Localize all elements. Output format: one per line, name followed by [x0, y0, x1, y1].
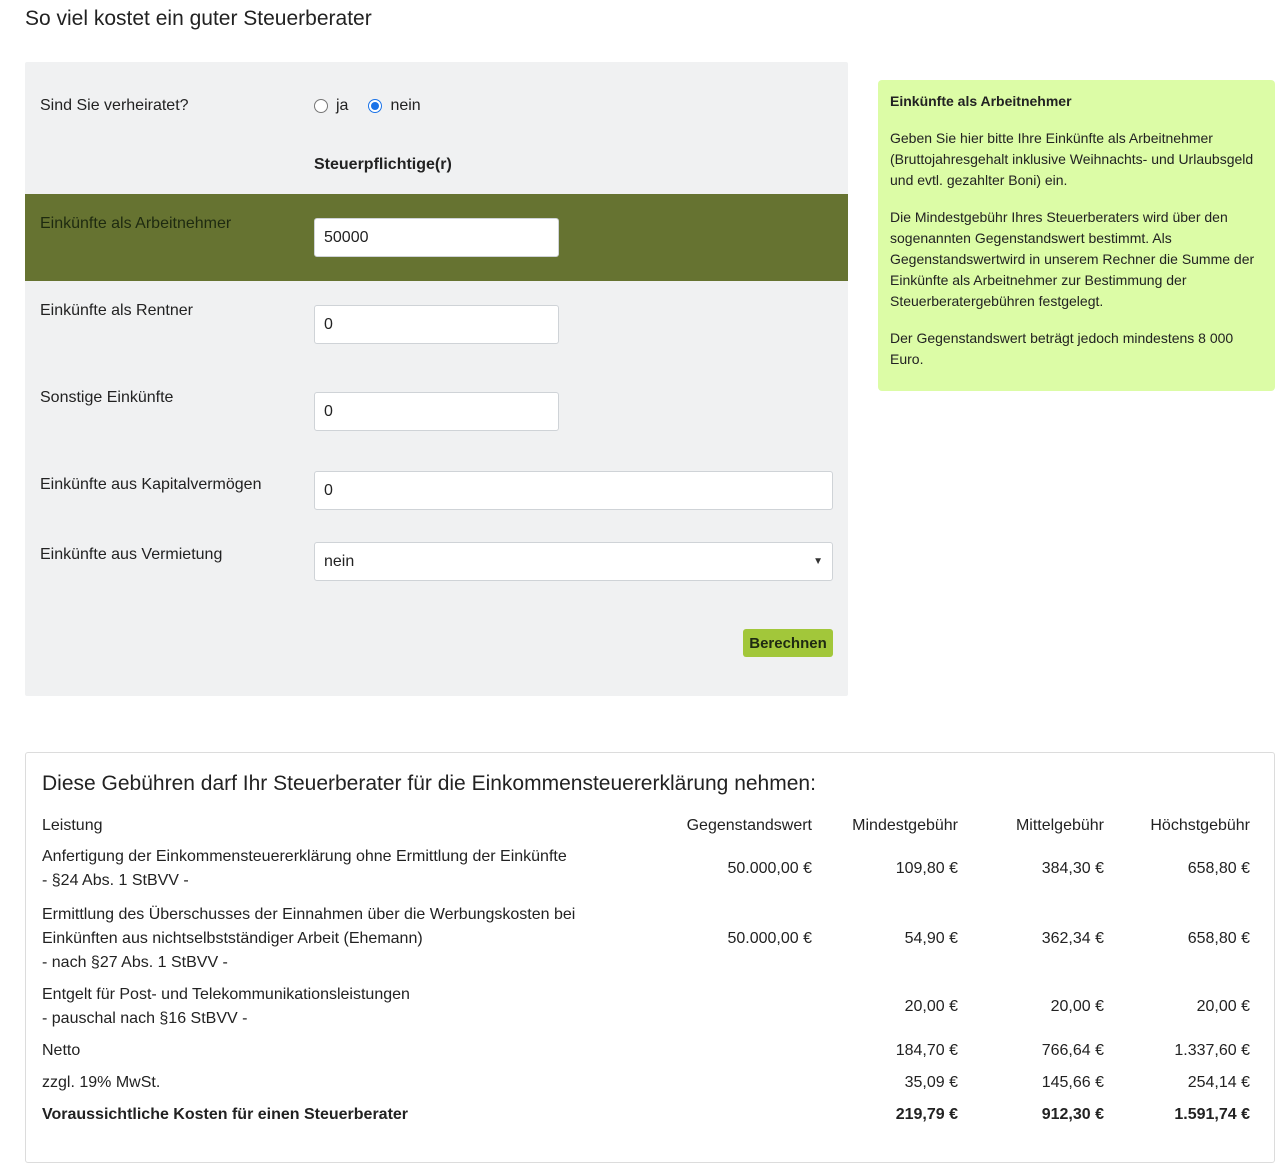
married-radio-group — [314, 97, 441, 115]
cell-gegenstandswert — [662, 979, 812, 1035]
total-max: 1.591,74 € — [1174, 1106, 1250, 1123]
married-no-radio[interactable] — [368, 99, 382, 113]
cell-mittel: 20,00 € — [1050, 998, 1104, 1015]
vermietung-selected-value: nein — [324, 552, 355, 570]
description-line: Ermittlung des Überschusses der Einnahmen über die Werbungskosten bei — [42, 906, 576, 923]
cell-gegenstandswert — [662, 1035, 812, 1067]
active-field-row — [25, 194, 848, 281]
cell-max: 254,14 € — [1187, 1074, 1250, 1091]
sonstige-label: Sonstige Einkünfte — [40, 389, 174, 406]
cell-min: 20,00 € — [904, 998, 958, 1015]
table-row-mwst — [42, 1067, 1250, 1099]
row-description — [42, 839, 662, 899]
description-line: Anfertigung der Einkommensteuererklärung ohne Ermittlung der Einkünfte — [42, 848, 567, 865]
calculator-form — [25, 62, 848, 696]
info-box — [878, 80, 1275, 391]
row-description: zzgl. 19% MwSt. — [42, 1074, 161, 1091]
married-row — [25, 97, 848, 119]
cell-mittel: 766,64 € — [1041, 1042, 1104, 1059]
kapital-input[interactable]: 0 — [314, 471, 833, 510]
total-min: 219,79 € — [895, 1106, 958, 1123]
dropdown-arrow-icon: ▼ — [813, 556, 823, 567]
cell-mittel: 384,30 € — [1041, 860, 1104, 877]
cell-mittel: 145,66 € — [1041, 1074, 1104, 1091]
table-header-row — [42, 813, 1250, 839]
married-question-label: Sind Sie verheiratet? — [40, 97, 189, 114]
description-line: - pauschal nach §16 StBVV - — [42, 1010, 248, 1027]
cell-max: 20,00 € — [1196, 998, 1250, 1015]
description-line: - §24 Abs. 1 StBVV - — [42, 872, 189, 889]
cell-min: 35,09 € — [904, 1074, 958, 1091]
total-mittel: 912,30 € — [1041, 1106, 1104, 1123]
info-paragraph: Der Gegenstandswert beträgt jedoch mindestens 8 000 Euro. — [890, 330, 1234, 367]
table-row — [42, 839, 1250, 899]
rentner-label: Einkünfte als Rentner — [40, 302, 193, 319]
cell-mittel: 362,34 € — [1041, 930, 1104, 947]
kapital-label: Einkünfte aus Kapitalvermögen — [40, 476, 262, 493]
results-panel — [25, 752, 1275, 1163]
header-mittelgebuehr: Mittelgebühr — [1015, 817, 1104, 834]
cell-gegenstandswert: 50.000,00 € — [727, 860, 812, 877]
married-no-label[interactable]: nein — [390, 97, 421, 114]
cell-min: 184,70 € — [895, 1042, 958, 1059]
description-line: - nach §27 Abs. 1 StBVV - — [42, 954, 228, 971]
row-description — [42, 979, 662, 1035]
header-mindestgebuehr: Mindestgebühr — [852, 817, 958, 834]
married-yes-radio[interactable] — [314, 99, 328, 113]
results-title: Diese Gebühren darf Ihr Steuerberater für die Einkommensteuererklärung nehmen: — [42, 772, 816, 795]
rentner-input[interactable]: 0 — [314, 305, 559, 344]
table-row — [42, 899, 1250, 979]
cell-max: 658,80 € — [1187, 930, 1250, 947]
info-paragraph: Geben Sie hier bitte Ihre Einkünfte als Arbeitnehmer (Bruttojahresgehalt inklusive Weihnachts- und Urlaubsgeld und evtl. gezahlter Boni) ein. — [890, 130, 1254, 188]
description-line: Entgelt für Post- und Telekommunikationsleistungen — [42, 986, 410, 1003]
table-row-netto — [42, 1035, 1250, 1067]
cell-min: 109,80 € — [895, 860, 958, 877]
header-gegenstandswert: Gegenstandswert — [686, 817, 812, 834]
vermietung-select[interactable] — [314, 542, 833, 581]
cell-gegenstandswert: 50.000,00 € — [727, 930, 812, 947]
sonstige-input[interactable]: 0 — [314, 392, 559, 431]
total-label: Voraussichtliche Kosten für einen Steuerberater — [42, 1106, 409, 1123]
cell-gegenstandswert — [662, 1099, 812, 1131]
cell-max: 658,80 € — [1187, 860, 1250, 877]
column-header-steuerpflichtiger: Steuerpflichtige(r) — [314, 156, 452, 173]
arbeitnehmer-input[interactable]: 50000 — [314, 218, 559, 257]
kapital-row — [25, 455, 848, 525]
row-description: Netto — [42, 1042, 81, 1059]
row-description — [42, 899, 662, 979]
cell-max: 1.337,60 € — [1174, 1042, 1250, 1059]
married-yes-label[interactable]: ja — [336, 97, 349, 114]
table-row-total — [42, 1099, 1250, 1131]
header-leistung: Leistung — [42, 817, 103, 834]
description-line: Einkünften aus nichtselbstständiger Arbeit (Ehemann) — [42, 930, 423, 947]
rentner-row — [25, 281, 848, 368]
info-title: Einkünfte als Arbeitnehmer — [890, 93, 1072, 109]
vermietung-row — [25, 525, 848, 595]
info-paragraph: Die Mindestgebühr Ihres Steuerberaters wird über den sogenannten Gegenstandswert bestimmt. Als Gegenstandswertwird in unserem Rechner die Summe der Einkünfte als Arbeitnehmer zur Bestimmung der Steuerberatergebühren festgelegt. — [890, 209, 1255, 309]
calculate-button[interactable]: Berechnen — [743, 629, 833, 657]
cell-min: 54,90 € — [904, 930, 958, 947]
sonstige-row — [25, 368, 848, 455]
fees-table — [42, 813, 1250, 1131]
cell-gegenstandswert — [662, 1067, 812, 1099]
page-title: So viel kostet ein guter Steuerberater — [25, 7, 372, 30]
header-hoechstgebuehr: Höchstgebühr — [1150, 817, 1250, 834]
table-row — [42, 979, 1250, 1035]
arbeitnehmer-label: Einkünfte als Arbeitnehmer — [40, 215, 232, 232]
vermietung-label: Einkünfte aus Vermietung — [40, 546, 223, 563]
